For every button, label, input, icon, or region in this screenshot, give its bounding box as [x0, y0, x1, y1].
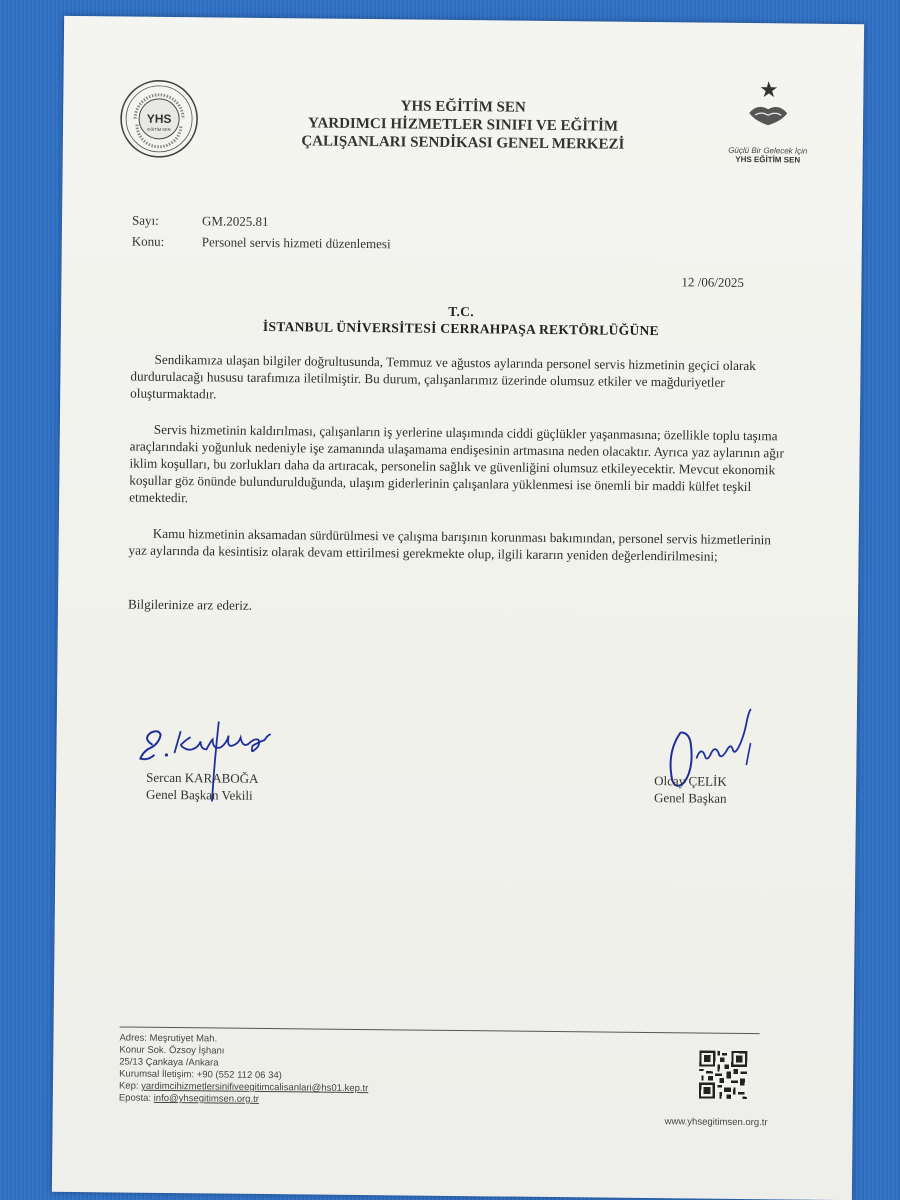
org-name-line3: ÇALIŞANLARI SENDİKASI GENEL MERKEZİ [301, 133, 625, 153]
signature-left-block [146, 769, 259, 804]
logo-name: YHS EĞİTİM SEN [735, 154, 801, 165]
signatory-left-name: Sercan KARABOĞA [146, 769, 259, 786]
website-link[interactable]: www.yhsegitimsen.org.tr [664, 1116, 768, 1129]
signatory-left-title: Genel Başkan Vekili [145, 786, 253, 803]
recipient-institution: İSTANBUL ÜNİVERSİTESİ CERRAHPAŞA REKTÖRLÜĞÜNE [262, 318, 659, 339]
body-paragraph-3: Kamu hizmetinin aksamadan sürdürülmesi ve çalışma barışının korunması bakımından, personel servis hizmetlerinin yaz aylarında da kesintisiz olarak devam ettirilmesi gerekmekte olup, ilgili kararın yeniden değerlendirilmesini; [128, 525, 772, 564]
organization-header [223, 96, 704, 155]
recipient-tc: T.C. [448, 303, 475, 320]
email-link[interactable]: info@yhsegitimsen.org.tr [153, 1092, 259, 1105]
signature-right-block [654, 772, 727, 807]
body-paragraph-2: Servis hizmetinin kaldırılması, çalışanların iş yerlerine ulaşımında ciddi güçlükler yaşanmasına; özellikle toplu taşıma araçlarındaki yoğunluk nedeniyle işe zamanında ulaşamama endişesinin artmasına neden olacaktır. Ayrıca yaz aylarının ağır iklim koşulları, bu zorlukları daha da artıracak, personelin sağlık ve güvenliğini olumsuz etkileyecektir. Mevcut ekonomik koşullar göz önünde bulundurulduğunda, ulaşım giderlerinin çalışanlara yüklenmesi ise önemli bir maddi külfet teşkil etmektedir. [129, 421, 784, 506]
body-paragraph-1: Sendikamıza ulaşan bilgiler doğrultusunda, Temmuz ve ağustos aylarında personel servis hizmetinin geçici olarak durdurulacağı hususu tarafımıza iletilmiştir. Bu durum, çalışanlarımız üzerinde olumsuz etkiler ve mağduriyetler oluşturmaktadır. [130, 351, 756, 402]
seal-sub-text: EĞİTİM SEN [147, 126, 171, 132]
union-logo [713, 79, 824, 180]
seal-center-text: YHS [146, 111, 172, 126]
handshake-crescent-icon [733, 79, 804, 142]
letter-date: 12 /06/2025 [681, 274, 744, 290]
sayi-value: GM.2025.81 [201, 213, 269, 229]
union-seal-icon [119, 78, 200, 159]
signatory-right-name: Olcay ÇELİK [654, 773, 727, 789]
sayi-label: Sayı: [131, 212, 159, 228]
footer-address-3: 25/13 Çankaya /Ankara [119, 1056, 219, 1069]
footer-address-2: Konur Sok. Özsoy İşhanı [119, 1044, 225, 1057]
subject-line [132, 234, 391, 253]
logo-slogan: Güçlü Bir Gelecek İçin [728, 145, 808, 156]
konu-value: Personel servis hizmeti düzenlemesi [201, 234, 391, 252]
footer-phone: Kurumsal İletişim: +90 (552 112 06 34) [119, 1068, 282, 1082]
kep-label: Kep: [118, 1080, 139, 1092]
footer-contact [119, 1032, 369, 1107]
reference-number [132, 213, 269, 230]
signatory-right-title: Genel Başkan [653, 790, 727, 806]
kep-address-link[interactable]: yardimcihizmetlersinifiveegitimcalisanlari@hs01.kep.tr [141, 1080, 369, 1095]
letter-document [52, 16, 864, 1200]
org-name-line2: YARDIMCI HİZMETLER SINIFI VE EĞİTİM [307, 115, 619, 135]
closing-line: Bilgilerinize arz ederiz. [127, 596, 253, 613]
qr-code-icon [699, 1051, 748, 1100]
org-name-line1: YHS EĞİTİM SEN [400, 98, 526, 116]
email-label: Eposta: [118, 1092, 152, 1104]
footer-address-1: Adres: Meşrutiyet Mah. [119, 1032, 218, 1045]
konu-label: Konu: [131, 233, 165, 249]
